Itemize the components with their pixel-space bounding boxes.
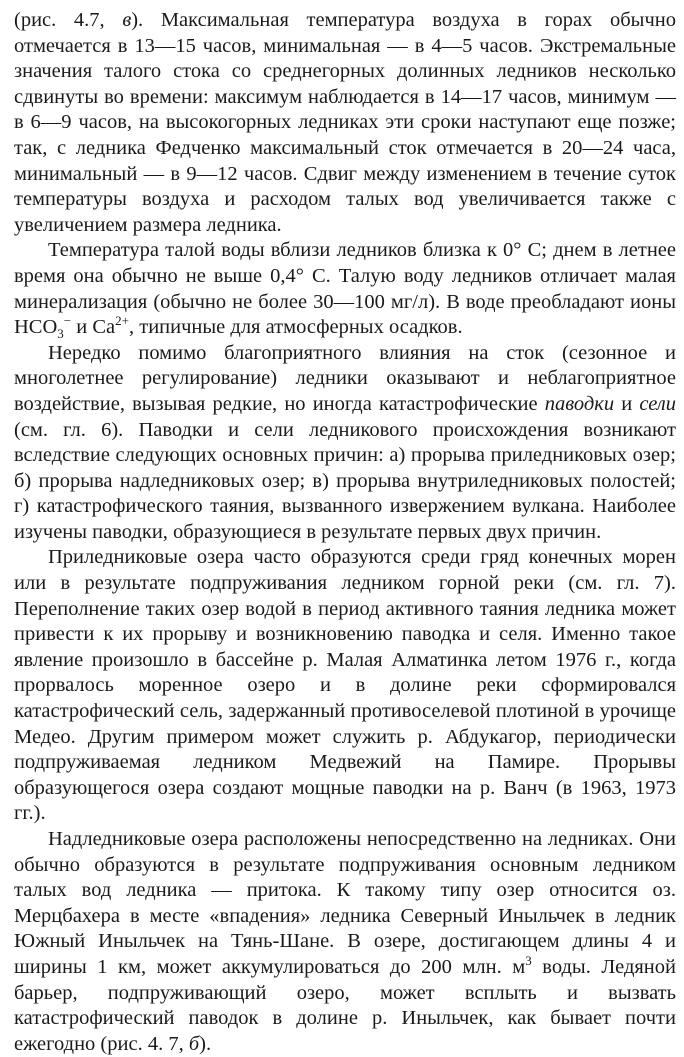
text-run: 3 (525, 953, 532, 969)
text-run: Приледниковые озера часто образуются среди гряд конечных морен или в результате подпруживания ледником горной реки (см. гл. 7). Переполнение таких озер водой в период активного таяния ледника может привести к их прорыву и возникновению паводка и селя. Именно такое явление произошло в бассейне р. Малая Алматинка летом 1976 г., когда прорвалось моренное озеро и в долине реки сформировался катастрофический сель, задержанный противоселевой плотиной в урочище Медео. Другим примером может служить р. Абдукагор, периодически подпруживаемая ледником Медвежий на Памире. Прорывы образующегося озера создают мощные паводки на р. Ванч (в 1963, 1973 гг.). (14, 546, 676, 825)
text-run: б (188, 1032, 200, 1055)
text-run: , типичные для атмосферных осадков. (128, 316, 463, 339)
text-run: 3 (57, 326, 64, 342)
paragraph-p5 (14, 827, 676, 1057)
text-run: воды. Ледяной барьер, подпруживающий озеро, может всплыть и вызвать катастрофический паводок в долине р. Иныльчек, как бывает почти ежегодно (рис. 4. 7, (14, 955, 676, 1055)
text-run: − (63, 313, 72, 329)
paragraph-p1 (14, 8, 676, 238)
text-run: сели (639, 392, 676, 415)
text-run: паводки (544, 392, 615, 415)
text-run: Нередко помимо благоприятного влияния на сток (сезонное и многолетнее регулирование) ледники оказывают и неблагоприятное воздействие, вызывая редкие, но иногда катастрофические (14, 341, 676, 415)
text-run: (рис. 4.7, (14, 9, 123, 31)
text-run: (см. гл. 6). Паводки и сели ледникового происхождения возникают вследствие следующих основных причин: а) прорыва приледниковых озер; б) прорыва надледниковых озер; в) прорыва внутриледниковых полостей; г) катастрофического таяния, вызванного извержением вулкана. Наиболее изучены паводки, образующиеся в результате первых двух причин. (14, 418, 676, 543)
text-run: ). Максимальная температура воздуха в горах обычно отмечается в 13—15 часов, минимальная — в 4—5 часов. Экстремальные значения талого стока со среднегорных долинных ледников несколько сдвинуты во времени: максимум наблюдается в 14—17 часов, минимум — в 6—9 часов, на высокогорных ледниках эти сроки наступают еще позже; так, с ледника Федченко максимальный сток отмечается в 20—24 часа, минимальный — в 9—12 часов. Сдвиг между изменением в течение суток температуры воздуха и расходом талых вод увеличивается также с увеличением размера ледника. (14, 9, 676, 236)
text-run: ). (199, 1032, 212, 1055)
text-run: Температура талой воды вблизи ледников близка к 0° С; днем в летнее время она обычно не выше 0,4° С. Талую воду ледников отличает малая минерализация (обычно не более 30—100 мг/л). В воде преобладают ионы HCO (14, 239, 676, 339)
page-text (14, 8, 676, 1057)
paragraph-p3 (14, 341, 676, 546)
text-run: и (614, 392, 640, 415)
text-run: Надледниковые озера расположены непосредственно на ледниках. Они обычно образуются в результате подпруживания основным ледником талых вод ледника — притока. К такому типу озер относится оз. Мерцбахера в месте «впадения» ледника Северный Иныльчек в ледник Южный Иныльчек на Тянь-Шане. В озере, достигающем длины 4 и ширины 1 км, может аккумулироваться до 200 млн. м (14, 828, 676, 978)
paragraph-p4 (14, 545, 676, 827)
text-run: 2+ (115, 313, 129, 329)
text-run: и Ca (71, 316, 116, 339)
text-run: в (122, 9, 132, 31)
paragraph-p2 (14, 238, 676, 340)
